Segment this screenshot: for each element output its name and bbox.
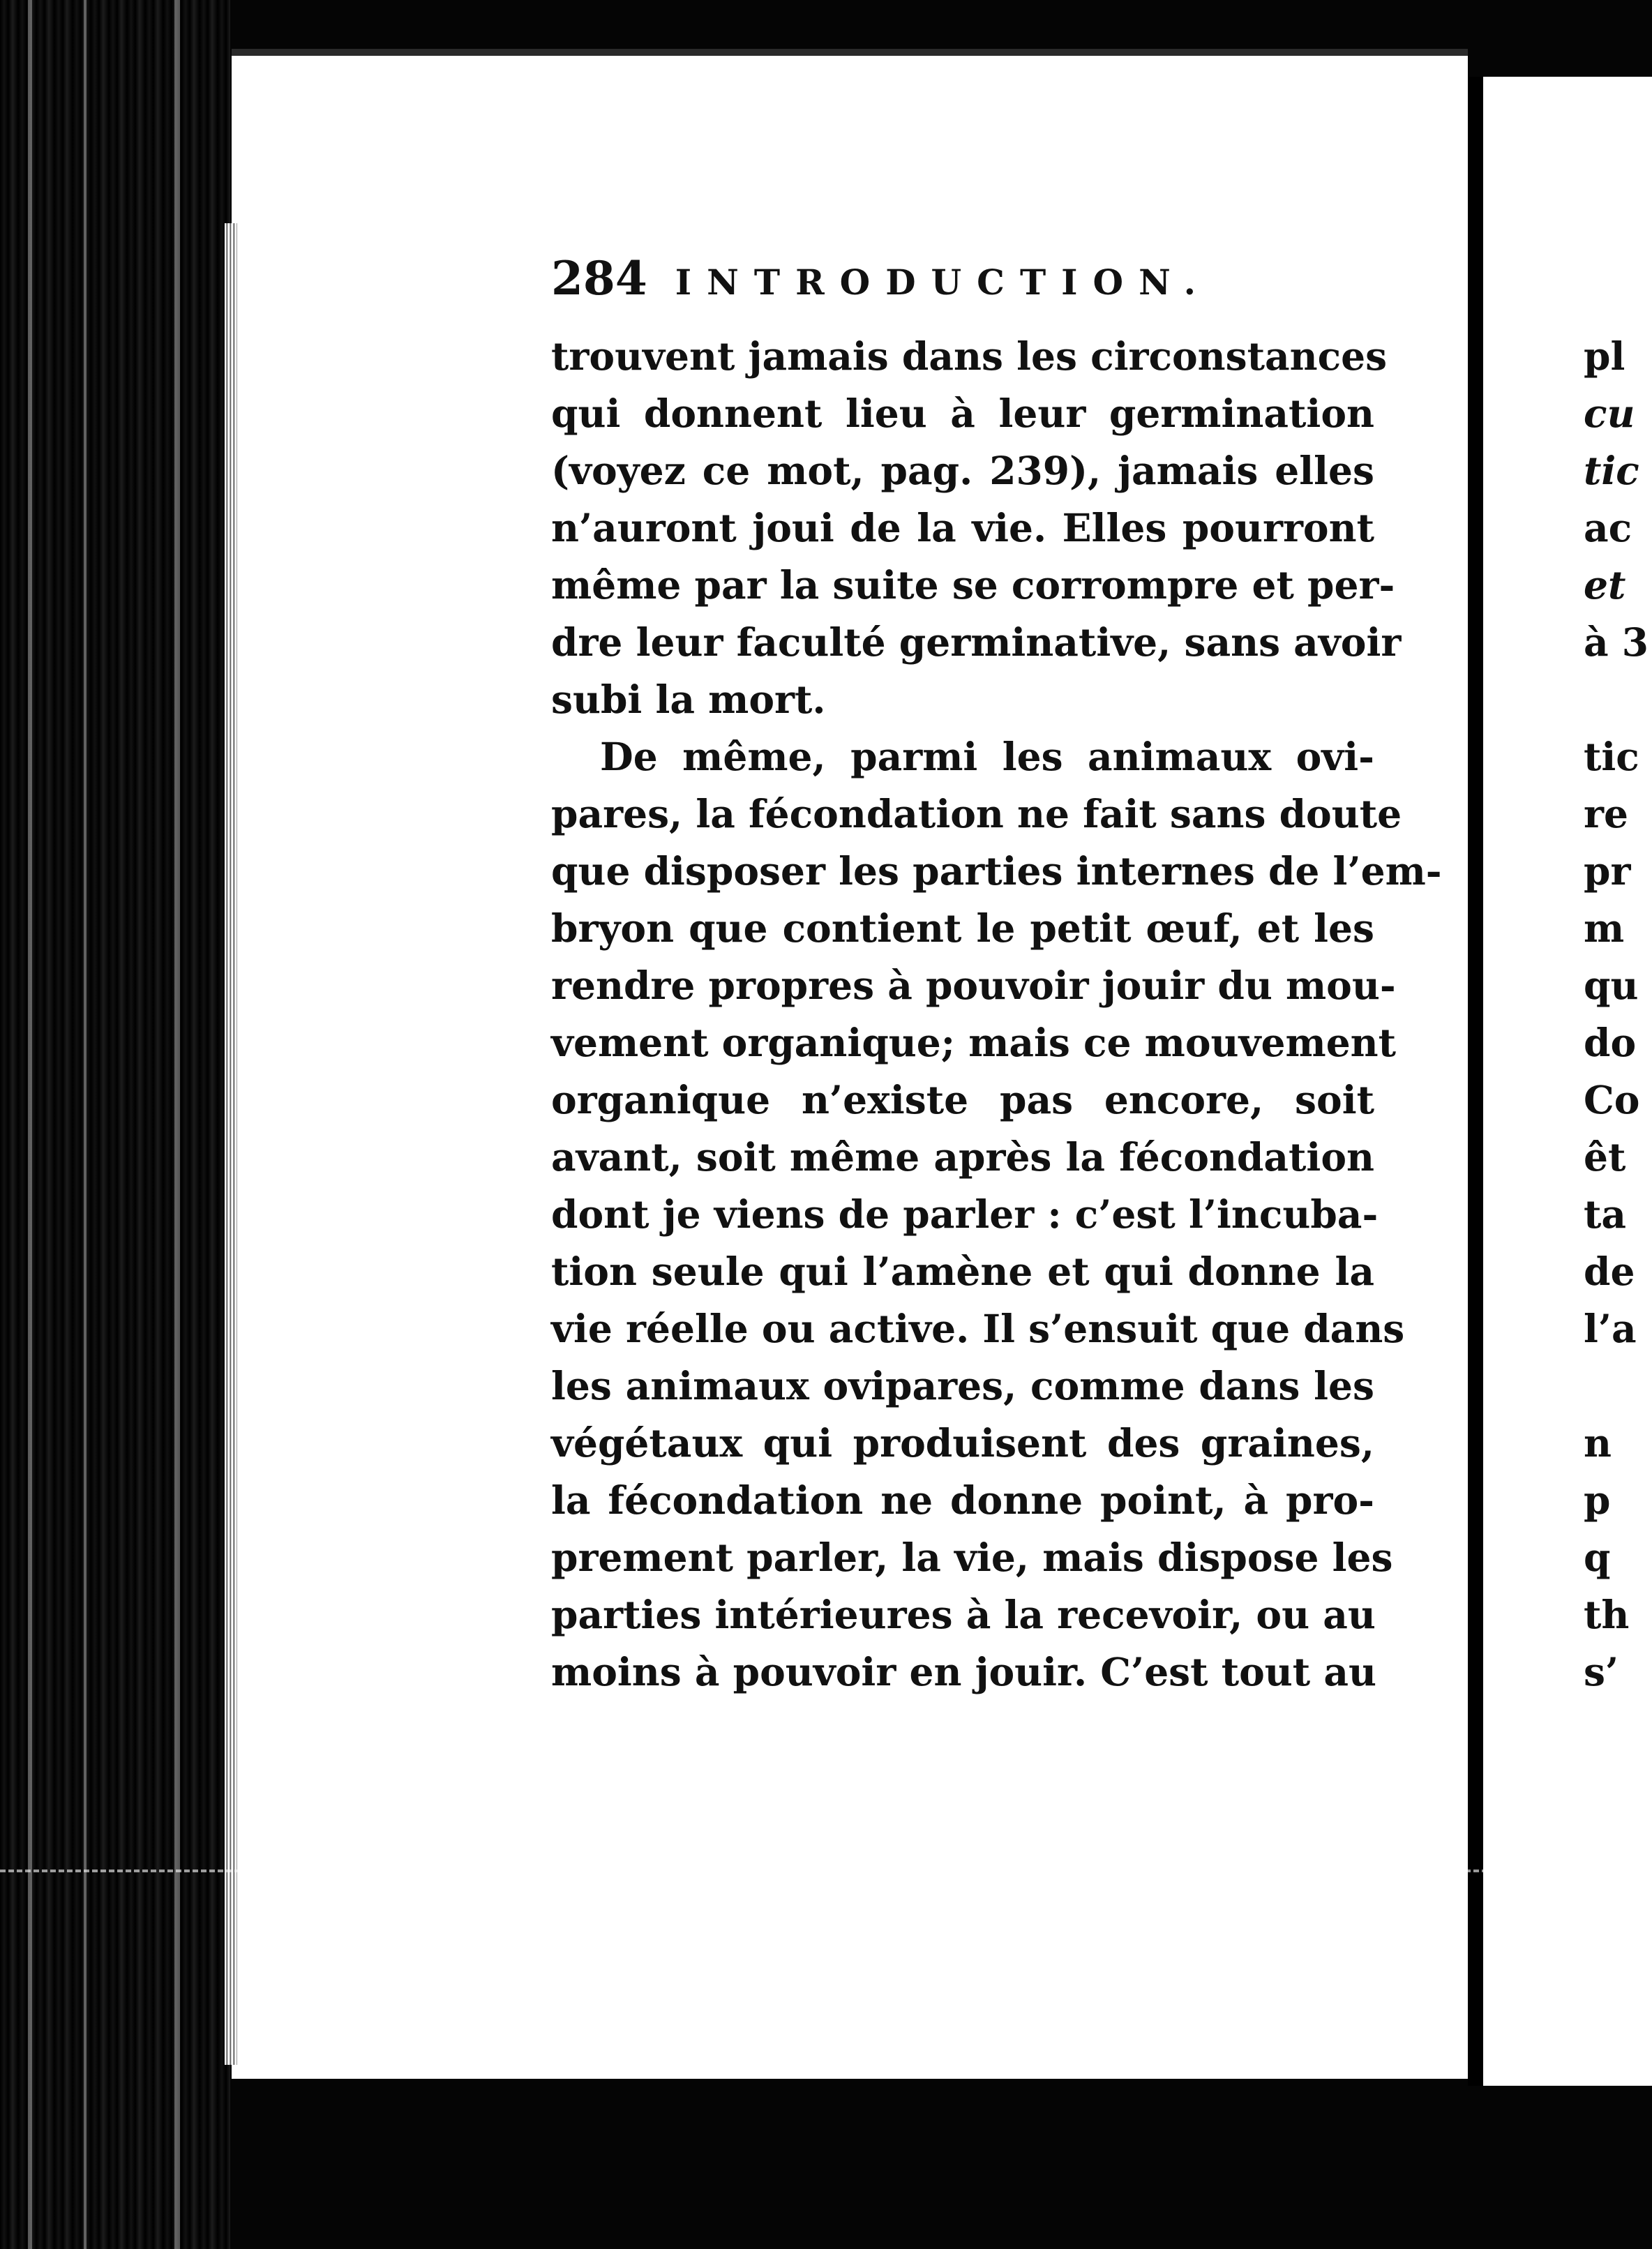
text-fragment: et [1584,562,1626,608]
text-line: même par la suite se corrompre et per- [551,562,1395,608]
text-line: n’auront joui de la vie. Elles pourront [551,505,1374,550]
text-fragment: th [1584,1592,1630,1637]
right-page-fragments [1584,328,1649,1701]
text-line: moins à pouvoir en jouir. C’est tout au [551,1649,1376,1694]
binding-stripe [28,0,32,2249]
text-line: la fécondation ne donne point, à pro- [551,1477,1374,1523]
text-line: les animaux ovipares, comme dans les [551,1363,1374,1408]
text-line: bryon que contient le petit œuf, et les [551,905,1374,951]
paragraph-start-line: De même, parmi les animaux ovi- [600,734,1374,779]
binding-stripe [174,0,180,2249]
text-fragment: re [1584,791,1628,836]
text-fragment: s’ [1584,1649,1619,1694]
text-fragment: m [1584,905,1625,951]
text-fragment: de [1584,1249,1635,1294]
text-fragment: do [1584,1020,1637,1065]
text-fragment: n [1584,1420,1612,1466]
text-fragment: ac [1584,505,1632,550]
page-number: 284 [551,251,647,306]
text-fragment: tic [1584,448,1639,493]
text-line: qui donnent lieu à leur germination [551,391,1374,436]
scan-artifact-line [0,1870,1652,1872]
book-binding [0,0,230,2249]
text-fragment: à 3 [1584,619,1649,665]
text-line: parties intérieures à la recevoir, ou au [551,1592,1376,1637]
text-line: vement organique; mais ce mouvement [551,1020,1397,1065]
text-line: vie réelle ou active. Il s’ensuit que dans [551,1306,1405,1351]
text-line: dre leur faculté germinative, sans avoir [551,619,1402,665]
text-line: (voyez ce mot, pag. 239), jamais elles [551,448,1374,493]
page-gutter [1468,77,1483,2086]
text-line: rendre propres à pouvoir jouir du mou- [551,963,1396,1008]
text-line: subi la mort. [551,677,826,722]
text-line: pares, la fécondation ne fait sans doute [551,791,1402,836]
binding-stripe [84,0,87,2249]
text-fragment: p [1584,1477,1611,1523]
text-fragment: l’a [1584,1306,1637,1351]
text-line: prement parler, la vie, mais dispose les [551,1535,1393,1580]
text-line: tion seule qui l’amène et qui donne la [551,1249,1374,1294]
text-line: végétaux qui produisent des graines, [551,1420,1374,1466]
text-fragment: êt [1584,1134,1626,1180]
text-fragment: q [1584,1535,1611,1580]
page-header [551,251,1374,328]
text-fragment: pr [1584,848,1631,894]
text-line: dont je viens de parler : c’est l’incuba- [551,1191,1379,1237]
text-fragment: pl [1584,333,1625,379]
text-fragment: tic [1584,734,1639,779]
left-page-text [551,251,1442,1701]
page-edge [225,223,237,2065]
text-fragment: Co [1584,1077,1640,1122]
text-fragment [1584,671,1649,728]
text-line: avant, soit même après la fécondation [551,1134,1374,1180]
text-fragment: ta [1584,1191,1627,1237]
running-title: INTRODUCTION. [675,262,1212,303]
text-fragment: qu [1584,963,1639,1008]
text-fragment [1584,1357,1649,1415]
text-fragment: cu [1584,391,1635,436]
text-line: trouvent jamais dans les circonstances [551,333,1388,379]
text-line: organique n’existe pas encore, soit [551,1077,1374,1122]
text-line: que disposer les parties internes de l’em- [551,848,1442,894]
